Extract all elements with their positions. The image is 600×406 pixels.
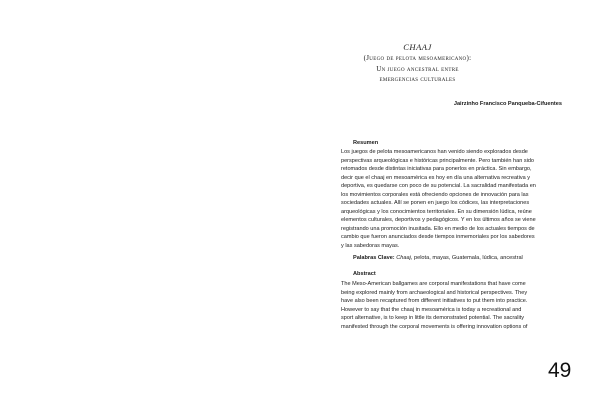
keyword-chaaj: Chaaj [396,255,411,261]
resumen-line: y las sabedoras mayas. [341,243,400,250]
resumen-line: decir que el chaaj en mesoamérica es hoy en día una alternativa recreativa y [341,174,531,181]
resumen-paragraph [341,148,561,251]
article-title: CHAAJ [403,42,432,52]
resumen-line: deportiva, es quedarse con poco de su potencial. La sacralidad manifestada en [341,183,536,190]
resumen-line: retomados desde distintas iniciativas para ponerlos en práctica. Sin embargo, [341,166,532,173]
keywords-line [353,255,523,261]
resumen-line: perspectivas arqueológicas e históricas principalmente. Pero también han sido [341,157,535,164]
abstract-line: have also been recaptured from different initiatives to put them into practice. [341,298,528,305]
resumen-heading: Resumen [353,140,379,146]
resumen-line: sociedades actuales. Allí se ponen en juego los códices, las interpretaciones [341,200,530,207]
abstract-paragraph [341,280,561,331]
abstract-line: being explored mainly from archaeological and historical perspectives. They [341,289,528,296]
abstract-heading: Abstract [353,271,376,277]
abstract-line: The Meso-American ballgames are corporal manifestations that have come [341,281,526,287]
resumen-line: Los juegos de pelota mesoamericanos han venido siendo explorados desde [341,149,528,155]
resumen-line: los movimientos corporales está ofreciendo opciones de innovación para las [341,191,529,198]
keywords-label: Palabras Clave: [353,255,395,261]
keywords-rest: , pelota, mayas, Guatemala, lúdica, ancestral [410,255,523,261]
resumen-line: arqueológicas y los conocimientos territoriales. En su dimensión lúdica, reúne [341,208,532,215]
subtitle-line-2: Un juego ancestral entre [376,64,459,73]
abstract-line: sport alternative, is to keep in little its demonstrated potential. The sacrality [341,315,525,322]
title-block [330,42,505,85]
abstract-line: However to say that the chaaj in mesoamérica is today a recreational and [341,306,522,313]
subtitle-line-1: (Juego de pelota mesoamericano): [363,54,472,62]
page-number: 49 [548,359,572,382]
abstract-line: manifested through the corporal movements is offering innovation options of [341,323,528,330]
resumen-line: cambio que fueron anunciados desde tiempos inmemoriales por los sabedores [341,234,535,241]
author-name: Jairzinho Francisco Panqueba-Cifuentes [453,101,562,107]
resumen-line: elementos culturales, deportivos y pedagógicos. Y en los últimos años se viene [341,217,536,224]
subtitle-line-3: emergencias culturales [379,75,456,83]
resumen-line: registrando una promoción inusitada. Ello en medio de los actuales tiempos de [341,225,535,232]
